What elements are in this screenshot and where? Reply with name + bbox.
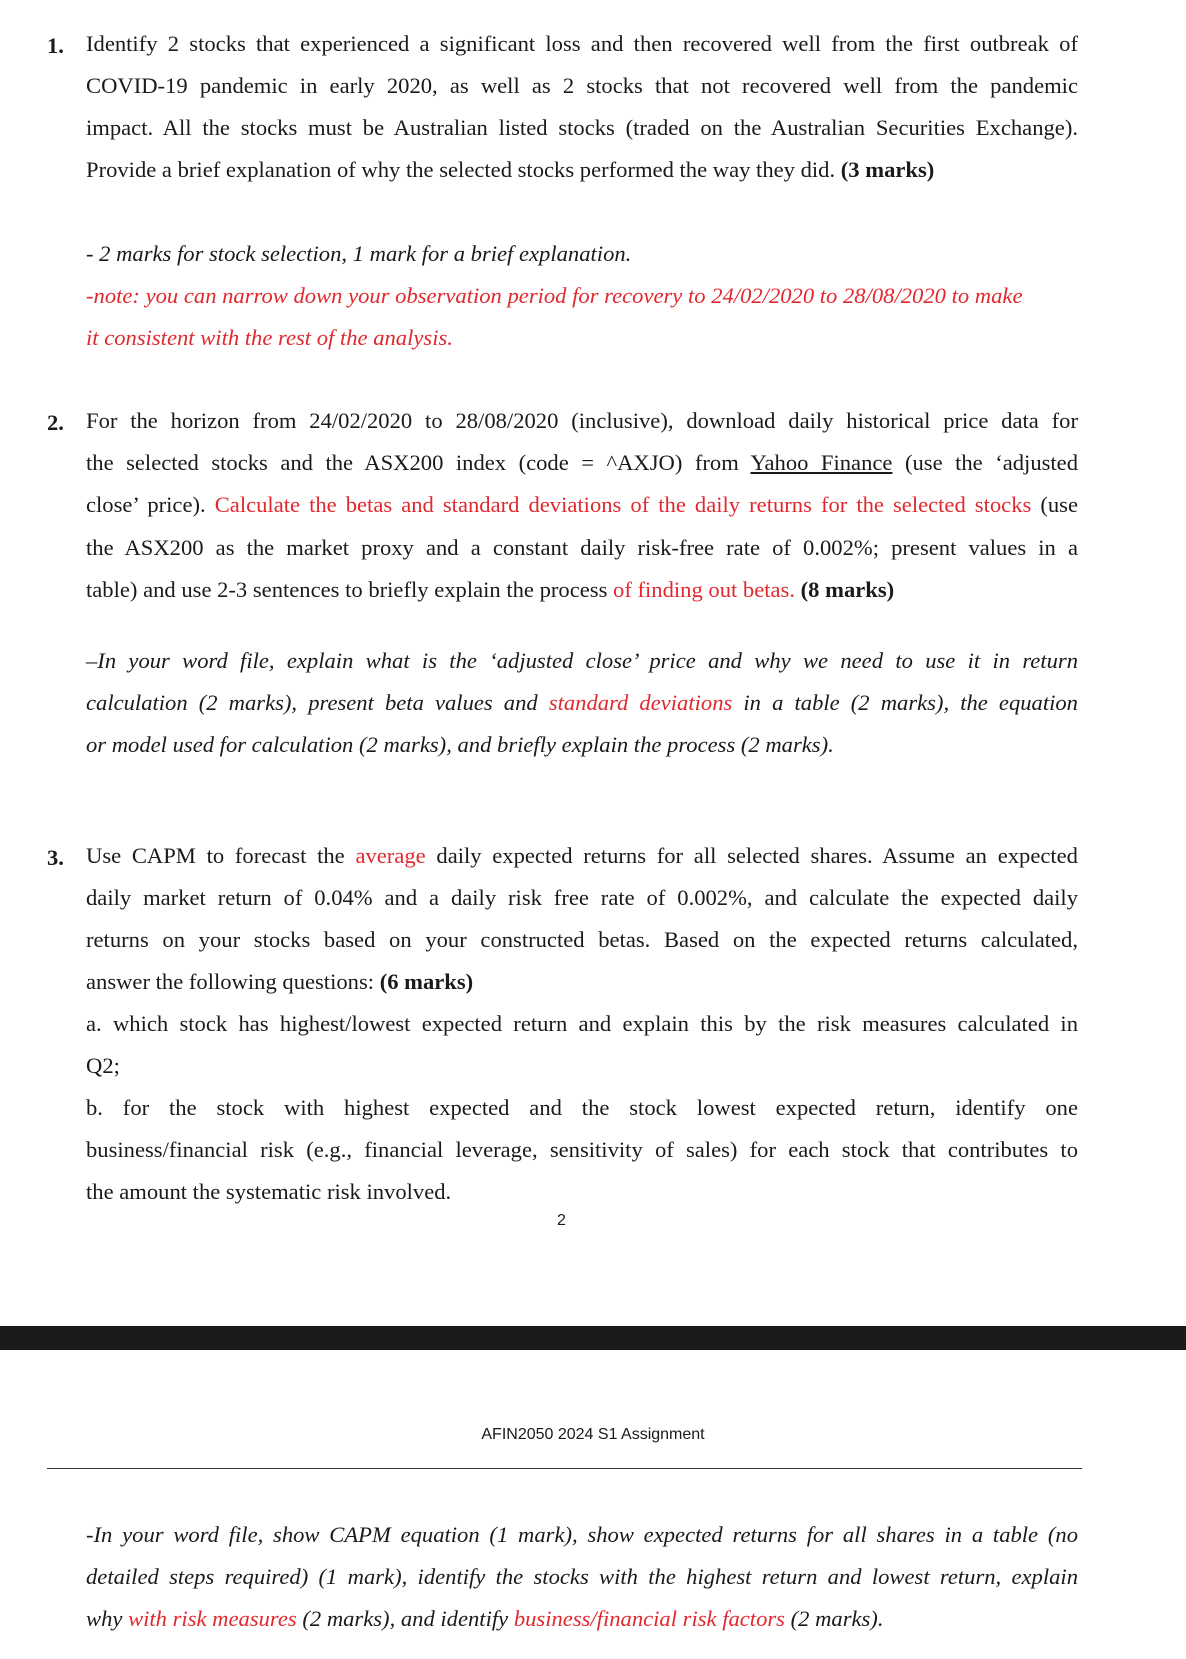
q2-note-2-highlight: standard deviations [548,690,733,715]
q2-line-3 [86,494,1078,517]
q1-line-2: COVID-19 pandemic in early 2020, as well as 2 stocks that not recovered well from the pandemic [86,73,1078,98]
header-rule [47,1468,1082,1469]
q2-line-2-text: the selected stocks and the ASX200 index (code = ^AXJO) from [86,450,739,475]
q2-line-5-highlight: of finding out betas. [613,577,795,602]
q1-number: 1. [47,33,64,58]
q3-part-a-line-1: a. which stock has highest/lowest expected return and explain this by the risk measures calculated in [86,1011,1078,1036]
q2-marks: (8 marks) [800,577,895,602]
q2-line-1: For the horizon from 24/02/2020 to 28/08/2020 (inclusive), download daily historical price data for [86,408,1078,433]
q2-line-4: the ASX200 as the market proxy and a constant daily risk-free rate of 0.002%; present values in a [86,535,1078,560]
q2-note-2-tail: in a table (2 marks), the equation [743,690,1078,715]
q3-note-2: detailed steps required) (1 mark), identify the stocks with the highest return and lowest return, explain [86,1564,1078,1589]
q3-note-3-mid: (2 marks), and identify [302,1606,509,1631]
q2-note-2-text: calculation (2 marks), present beta values and [86,690,538,715]
q1-note-2: -note: you can narrow down your observation period for recovery to 24/02/2020 to 28/08/2020 to make [86,283,1023,308]
page-break-bar [0,1326,1186,1350]
q3-marks: (6 marks) [379,969,474,994]
page-number: 2 [557,1212,566,1229]
q1-line-3: impact. All the stocks must be Australian listed stocks (traded on the Australian Securities Exchange). [86,115,1078,140]
q3-note-3-text: why [86,1606,123,1631]
q1-line-4-text: Provide a brief explanation of why the selected stocks performed the way they did. [86,157,836,182]
q3-line-1-tail: daily expected returns for all selected shares. Assume an expected [436,843,1078,868]
q3-note-1: -In your word file, show CAPM equation (1 mark), show expected returns for all shares in a table (no [86,1522,1078,1547]
q3-note-3 [86,1608,883,1631]
q3-part-b-line-3: the amount the systematic risk involved. [86,1179,452,1204]
q3-line-2: daily market return of 0.04% and a daily risk free rate of 0.002%, and calculate the expected daily [86,885,1078,910]
q3-line-3: returns on your stocks based on your constructed betas. Based on the expected returns calculated, [86,927,1078,952]
q3-line-1 [86,845,1078,868]
q1-line-1: Identify 2 stocks that experienced a significant loss and then recovered well from the first outbreak of [86,31,1078,56]
q1-note-1: - 2 marks for stock selection, 1 mark for a brief explanation. [86,241,632,266]
q2-note-3: or model used for calculation (2 marks), and briefly explain the process (2 marks). [86,732,834,757]
yahoo-finance-link[interactable]: Yahoo Finance [750,450,893,475]
q2-note-1: –In your word file, explain what is the ‘adjusted close’ price and why we need to use it in return [86,648,1078,673]
page-header-title: AFIN2050 2024 S1 Assignment [481,1426,705,1443]
q2-line-5 [86,579,894,602]
q3-line-4 [86,971,473,994]
q2-line-3-tail: (use [1040,492,1079,517]
q2-line-3-text: close’ price). [86,492,206,517]
q3-part-b-line-1: b. for the stock with highest expected and the stock lowest expected return, identify one [86,1095,1078,1120]
q2-note-2 [86,692,1078,715]
q1-line-4 [86,159,934,182]
q3-line-1-highlight: average [355,843,426,868]
q2-line-2 [86,452,1078,475]
q1-note-3: it consistent with the rest of the analysis. [86,325,453,350]
q3-line-1-text: Use CAPM to forecast the [86,843,345,868]
q3-note-3-highlight-2: business/financial risk factors [513,1606,785,1631]
q3-note-3-tail: (2 marks). [790,1606,884,1631]
q2-line-2-tail: (use the ‘adjusted [904,450,1079,475]
q2-number: 2. [47,410,64,435]
q2-line-5-text: table) and use 2-3 sentences to briefly explain the process [86,577,608,602]
q1-marks: (3 marks) [840,157,935,182]
q2-line-3-highlight: Calculate the betas and standard deviations of the daily returns for the selected stocks [214,492,1032,517]
q3-number: 3. [47,845,64,870]
q3-note-3-highlight-1: with risk measures [128,1606,297,1631]
q3-part-b-line-2: business/financial risk (e.g., financial leverage, sensitivity of sales) for each stock that contributes to [86,1137,1078,1162]
q3-line-4-text: answer the following questions: [86,969,375,994]
q3-part-a-line-2: Q2; [86,1053,120,1078]
